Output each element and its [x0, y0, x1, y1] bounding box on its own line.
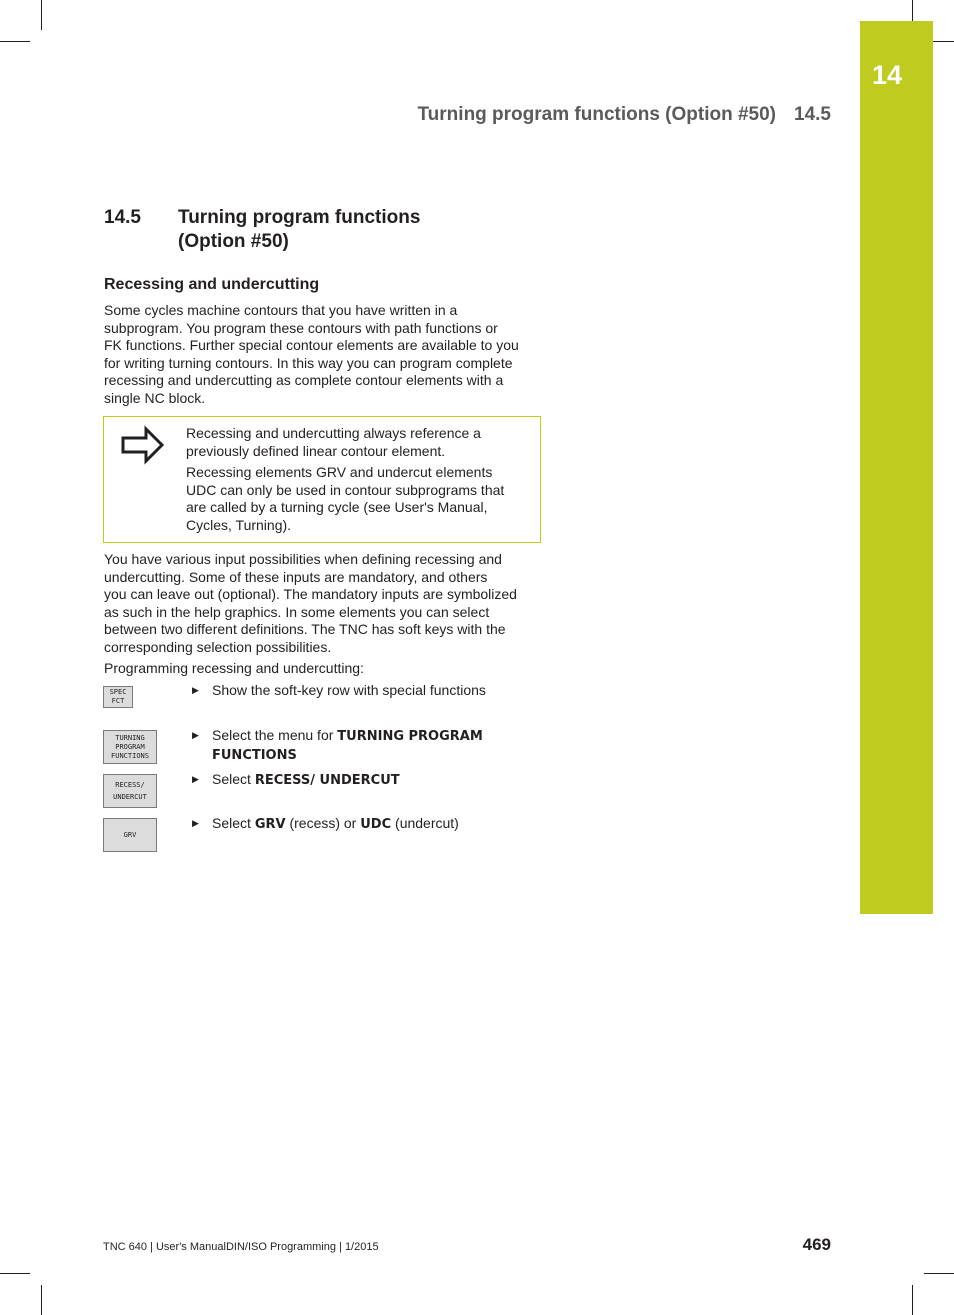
- softkey-label: PROGRAM: [115, 742, 145, 751]
- step-bold: TURNING PROGRAM FUNCTIONS: [212, 729, 483, 763]
- step-bold: RECESS/ UNDERCUT: [254, 773, 400, 788]
- text-line: UDC can only be used in contour subprograms that: [186, 481, 505, 498]
- section-title-line: (Option #50): [178, 231, 289, 252]
- text-line: for writing turning contours. In this way you can program complete: [104, 354, 513, 371]
- chapter-tab: [860, 21, 933, 914]
- triangle-bullet-icon: ▶: [192, 774, 199, 784]
- crop-mark: [0, 41, 30, 42]
- note-paragraph: [186, 464, 526, 534]
- intro-paragraph: [104, 302, 544, 408]
- triangle-bullet-icon: ▶: [192, 685, 199, 695]
- page-number: 469: [802, 1235, 831, 1254]
- softkey-label: TURNING: [115, 733, 145, 742]
- text-line: Some cycles machine contours that you have written in a: [104, 302, 458, 318]
- footer-text: TNC 640 | User's ManualDIN/ISO Programming | 1/2015: [103, 1241, 379, 1253]
- programming-label: Programming recessing and undercutting:: [104, 660, 364, 676]
- step-post: (undercut): [391, 815, 459, 831]
- softkey-turning-program-functions[interactable]: [103, 730, 157, 764]
- text-line: recessing and undercutting as complete contour elements with a: [104, 372, 504, 389]
- text-line: single NC block.: [104, 389, 206, 406]
- step-text: [212, 727, 492, 764]
- crop-mark: [924, 1273, 954, 1274]
- text-line: previously defined linear contour element.: [186, 442, 446, 459]
- text-line: as such in the help graphics. In some elements you can select: [104, 603, 490, 620]
- crop-mark: [41, 0, 42, 30]
- softkey-label: FUNCTIONS: [111, 751, 149, 760]
- step-text: [212, 771, 522, 790]
- body-paragraph: [104, 551, 544, 657]
- step-pre: Select: [212, 771, 255, 787]
- softkey-label: UNDERCUT: [113, 792, 147, 801]
- softkey-label: SPEC: [109, 688, 127, 696]
- step-text: [212, 682, 522, 700]
- note-box: [103, 416, 541, 543]
- text-line: You have various input possibilities when defining recessing and: [104, 551, 502, 567]
- step-text: [212, 815, 522, 834]
- section-number: 14.5: [104, 207, 141, 228]
- step-mid: (recess) or: [285, 815, 361, 831]
- running-head-section: 14.5: [794, 104, 831, 125]
- step-pre: Show the soft-key row with special functions: [212, 682, 486, 698]
- softkey-recess-undercut[interactable]: [103, 774, 157, 808]
- softkey-spec-fct[interactable]: [103, 686, 133, 708]
- crop-mark: [912, 1285, 913, 1315]
- text-line: FK functions. Further special contour elements are available to you: [104, 337, 519, 354]
- text-line: undercutting. Some of these inputs are mandatory, and others: [104, 568, 488, 585]
- softkey-label: FCT: [111, 697, 125, 705]
- text-line: Recessing elements GRV and undercut elements: [186, 464, 493, 480]
- text-line: you can leave out (optional). The mandatory inputs are symbolized: [104, 586, 517, 603]
- chapter-number: 14: [872, 60, 903, 90]
- softkey-label: RECESS/: [115, 780, 145, 789]
- step-bold: UDC: [360, 817, 392, 832]
- crop-mark: [41, 1285, 42, 1315]
- running-head: [417, 104, 831, 126]
- text-line: Cycles, Turning).: [186, 516, 292, 533]
- note-paragraph: [186, 425, 526, 460]
- crop-mark: [0, 1273, 30, 1274]
- text-line: corresponding selection possibilities.: [104, 638, 332, 655]
- right-arrow-icon: [120, 425, 168, 465]
- text-line: between two different definitions. The TNC has soft keys with the: [104, 621, 506, 638]
- step-bold: GRV: [254, 817, 286, 832]
- subheading: Recessing and undercutting: [104, 276, 320, 293]
- running-head-title: Turning program functions (Option #50): [417, 104, 777, 125]
- softkey-label: GRV: [123, 830, 137, 839]
- step-pre: Select the menu for: [212, 727, 338, 743]
- text-line: subprogram. You program these contours with path functions or: [104, 319, 498, 336]
- triangle-bullet-icon: ▶: [192, 818, 199, 828]
- section-title-text: [178, 206, 518, 254]
- softkey-grv[interactable]: [103, 818, 157, 852]
- section-title-line: Turning program functions: [178, 207, 421, 228]
- text-line: are called by a turning cycle (see User's Manual,: [186, 499, 488, 516]
- text-line: Recessing and undercutting always reference a: [186, 425, 481, 441]
- triangle-bullet-icon: ▶: [192, 730, 199, 740]
- step-pre: Select: [212, 815, 255, 831]
